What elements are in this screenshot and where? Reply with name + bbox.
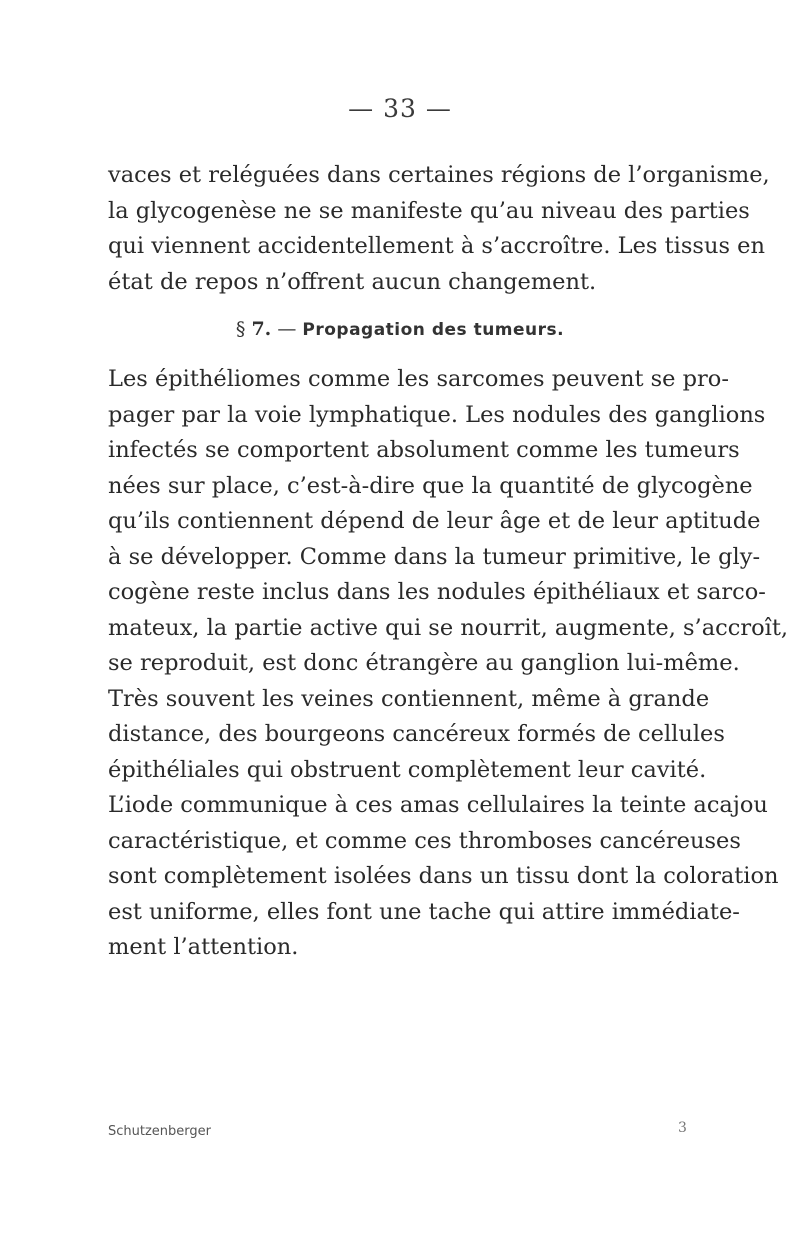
paragraph-line: sont complètement isolées dans un tissu dont la coloration (108, 863, 779, 889)
paragraph-line: qu’ils contiennent dépend de leur âge et de leur aptitude (108, 508, 761, 534)
section-symbol: § (235, 318, 246, 340)
paragraph-line: la glycogenèse ne se manifeste qu’au niveau des parties (108, 197, 750, 224)
paragraph-line: est uniforme, elles font une tache qui attire immédiate- (108, 898, 740, 925)
paragraph-line: épithéliales qui obstruent complètement leur cavité. (108, 756, 707, 783)
footer-author: Schutzenberger (108, 1124, 211, 1139)
paragraph-line: caractéristique, et comme ces thromboses cancéreuses (108, 827, 741, 854)
paragraph-2 (108, 362, 789, 966)
paragraph-line: cogène reste inclus dans les nodules épithéliaux et sarco- (108, 579, 766, 605)
paragraph-line: qui viennent accidentellement à s’accroître. Les tissus en (108, 233, 765, 259)
section-dash: — (277, 318, 297, 340)
paragraph-line: se reproduit, est donc étrangère au ganglion lui-même. (108, 650, 740, 676)
footer-signature: 3 (678, 1120, 687, 1136)
paragraph-line: distance, des bourgeons cancéreux formés de cellules (108, 721, 725, 747)
section-heading (0, 318, 800, 340)
paragraph-line: pager par la voie lymphatique. Les nodules des ganglions (108, 401, 766, 428)
paragraph-line: état de repos n’offrent aucun changement. (108, 268, 597, 295)
section-title: Propagation des tumeurs. (302, 320, 565, 340)
section-number: 7. (251, 318, 272, 340)
paragraph-line: à se développer. Comme dans la tumeur primitive, le gly- (108, 543, 761, 570)
page-number: — 33 — (348, 94, 452, 123)
paragraph-1 (108, 158, 770, 300)
paragraph-line: nées sur place, c’est-à-dire que la quantité de glycogène (108, 472, 753, 499)
paragraph-line: mateux, la partie active qui se nourrit, augmente, s’accroît, (108, 614, 789, 641)
paragraph-line: Très souvent les veines contiennent, même à grande (108, 685, 710, 712)
paragraph-line: ment l’attention. (108, 934, 299, 960)
paragraph-line: vaces et reléguées dans certaines régions de l’organisme, (108, 162, 770, 188)
paragraph-line: infectés se comportent absolument comme les tumeurs (108, 437, 740, 463)
paragraph-line: L’iode communique à ces amas cellulaires la teinte acajou (108, 792, 768, 818)
paragraph-line: Les épithéliomes comme les sarcomes peuvent se pro- (108, 366, 729, 392)
